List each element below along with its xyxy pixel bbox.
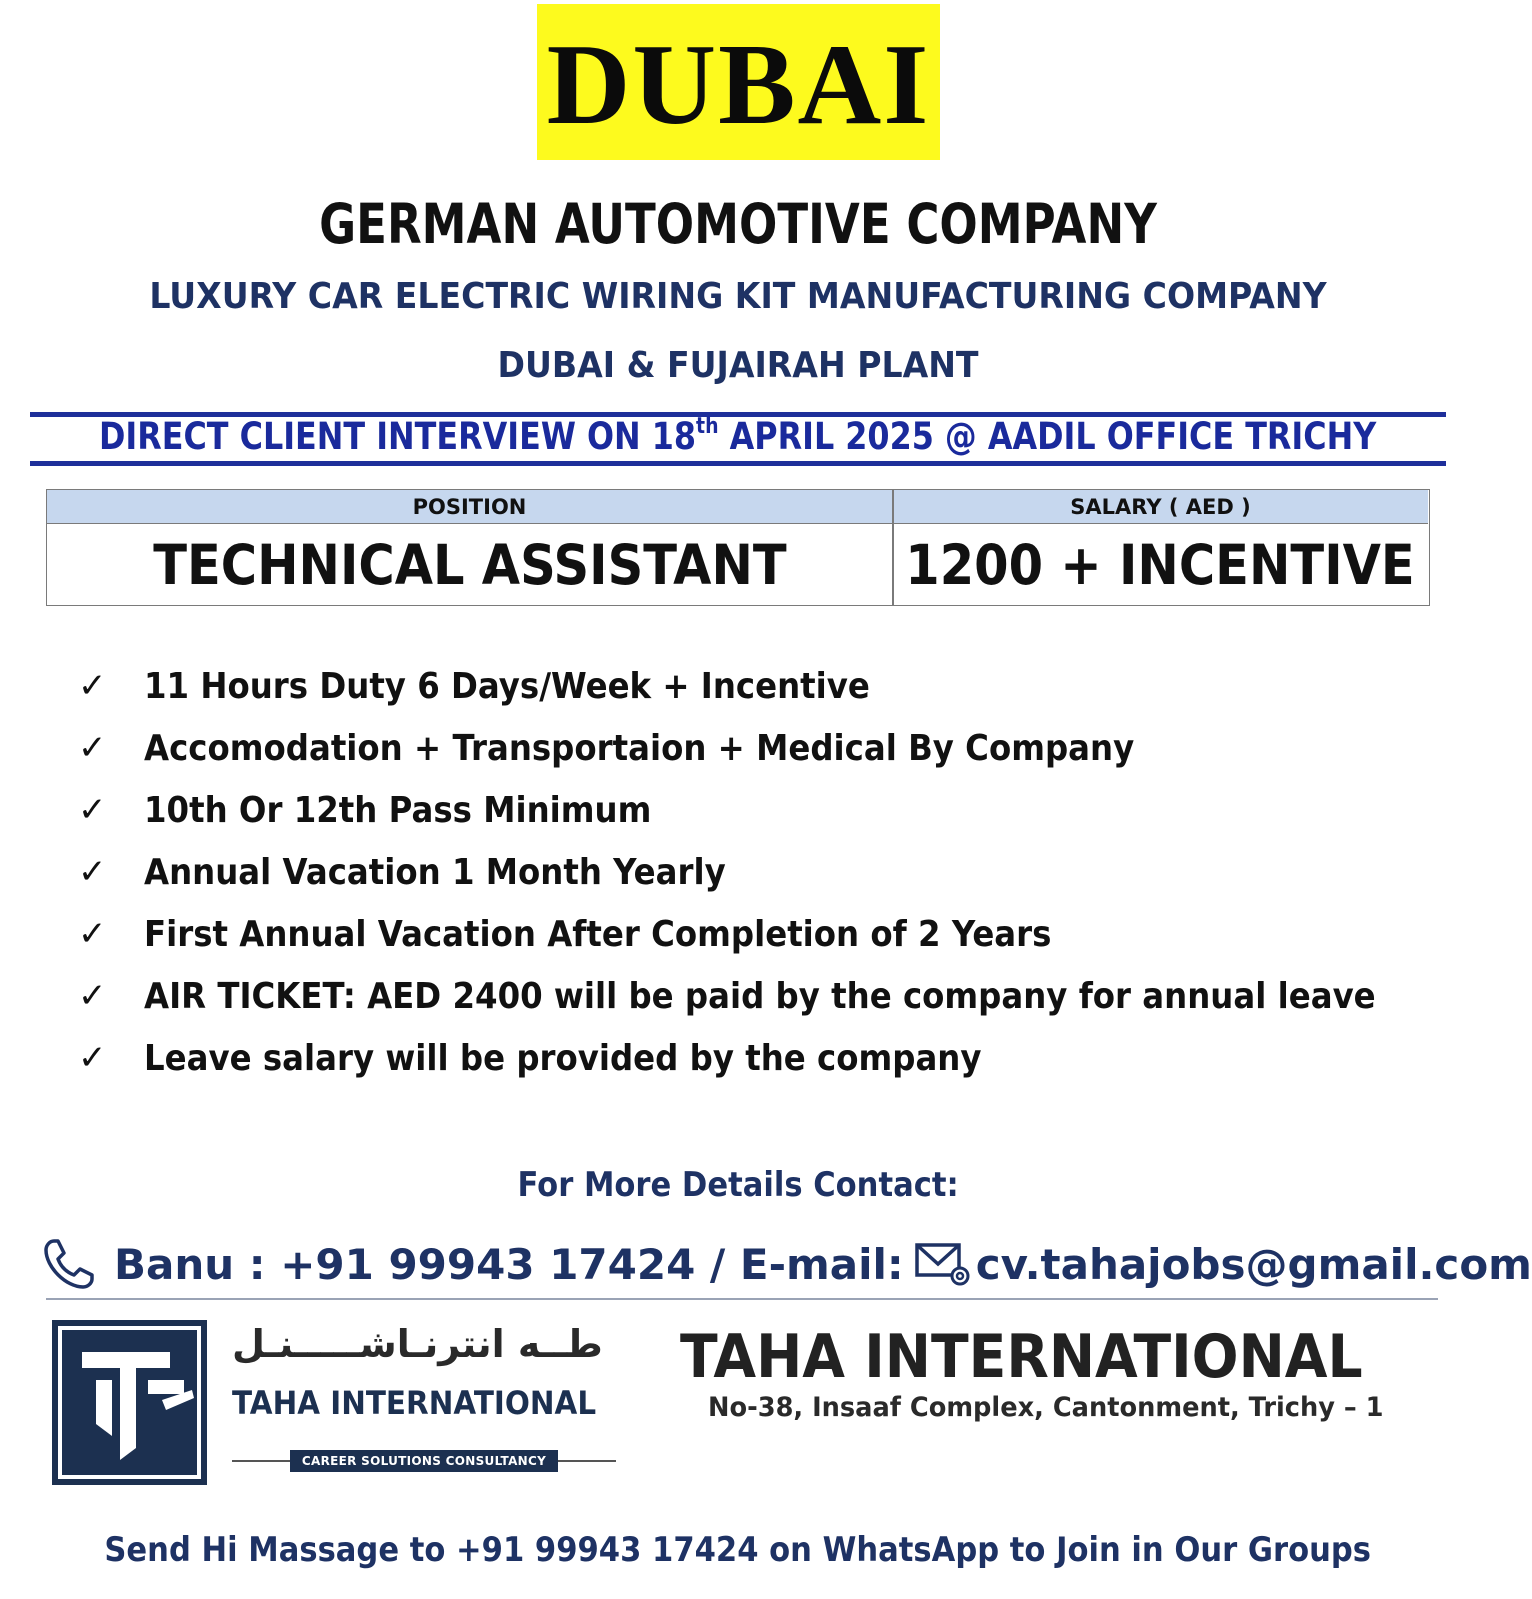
check-icon: ✓ — [78, 852, 107, 892]
salary-cell — [893, 524, 1428, 605]
interview-prefix: DIRECT CLIENT INTERVIEW ON 18 — [99, 415, 697, 458]
interview-text — [99, 416, 1376, 461]
brand-arabic-name: طــه انترنـاشـــــنـل — [232, 1322, 603, 1366]
company-description: LUXURY CAR ELECTRIC WIRING KIT MANUFACTURING COMPANY — [149, 276, 1327, 317]
check-icon: ✓ — [78, 976, 107, 1016]
brand-logo-name: TAHA INTERNATIONAL — [232, 1384, 597, 1422]
list-item — [78, 965, 1438, 1027]
position-cell — [47, 524, 892, 605]
email-icon — [914, 1242, 970, 1286]
salary-header — [893, 490, 1428, 524]
city-title: DUBAI — [546, 21, 931, 149]
salary-header-label: SALARY ( AED ) — [1070, 494, 1251, 519]
list-item — [78, 717, 1438, 779]
contact-heading — [0, 1165, 1476, 1205]
company-logo — [52, 1320, 207, 1485]
benefit-text: 10th Or 12th Pass Minimum — [144, 789, 652, 831]
check-icon: ✓ — [78, 914, 107, 954]
phone-icon — [40, 1235, 98, 1293]
check-icon: ✓ — [78, 1038, 107, 1078]
divider — [46, 1298, 1438, 1300]
check-icon: ✓ — [78, 790, 107, 830]
list-item — [78, 1027, 1438, 1089]
interview-ordinal: th — [696, 414, 719, 439]
contact-row — [40, 1234, 1532, 1294]
benefit-text: 11 Hours Duty 6 Days/Week + Incentive — [144, 665, 870, 707]
contact-email[interactable]: cv.tahajobs@gmail.com — [975, 1239, 1532, 1289]
position-header-label: POSITION — [412, 494, 527, 519]
city-banner — [537, 4, 940, 160]
job-table — [46, 489, 1430, 606]
salary-value: 1200 + INCENTIVE — [905, 532, 1416, 597]
benefit-text: First Annual Vacation After Completion of 2 Years — [144, 913, 1052, 955]
list-item — [78, 903, 1438, 965]
interview-suffix: APRIL 2025 @ AADIL OFFICE TRICHY — [718, 415, 1377, 458]
contact-phone: Banu : +91 99943 17424 / E-mail: — [114, 1239, 904, 1289]
benefit-text: Annual Vacation 1 Month Yearly — [144, 851, 726, 893]
column-divider — [892, 490, 894, 605]
firm-address: No-38, Insaaf Complex, Cantonment, Trichy – 1 — [708, 1392, 1384, 1423]
logo-mark-icon — [52, 1320, 207, 1485]
brand-tagline: CAREER SOLUTIONS CONSULTANCY — [301, 1454, 547, 1468]
list-item — [78, 655, 1438, 717]
position-value: TECHNICAL ASSISTANT — [152, 532, 787, 597]
check-icon: ✓ — [78, 666, 107, 706]
firm-name: TAHA INTERNATIONAL — [680, 1322, 1363, 1392]
benefit-text: AIR TICKET: AED 2400 will be paid by the company for annual leave — [144, 975, 1376, 1017]
footer-note — [0, 1530, 1476, 1570]
footer-note-text: Send Hi Massage to +91 99943 17424 on WhatsApp to Join in Our Groups — [104, 1530, 1372, 1570]
interview-banner — [30, 412, 1446, 466]
benefit-text: Leave salary will be provided by the company — [144, 1037, 982, 1079]
benefits-list — [78, 655, 1438, 1089]
position-header — [47, 490, 892, 524]
brand-tagline-badge — [290, 1450, 558, 1472]
company-name: GERMAN AUTOMOTIVE COMPANY — [319, 192, 1157, 256]
list-item — [78, 841, 1438, 903]
plant-location: DUBAI & FUJAIRAH PLANT — [497, 345, 979, 386]
list-item — [78, 779, 1438, 841]
benefit-text: Accomodation + Transportaion + Medical By Company — [144, 727, 1135, 769]
contact-heading-label: For More Details Contact: — [517, 1165, 959, 1205]
check-icon: ✓ — [78, 728, 107, 768]
